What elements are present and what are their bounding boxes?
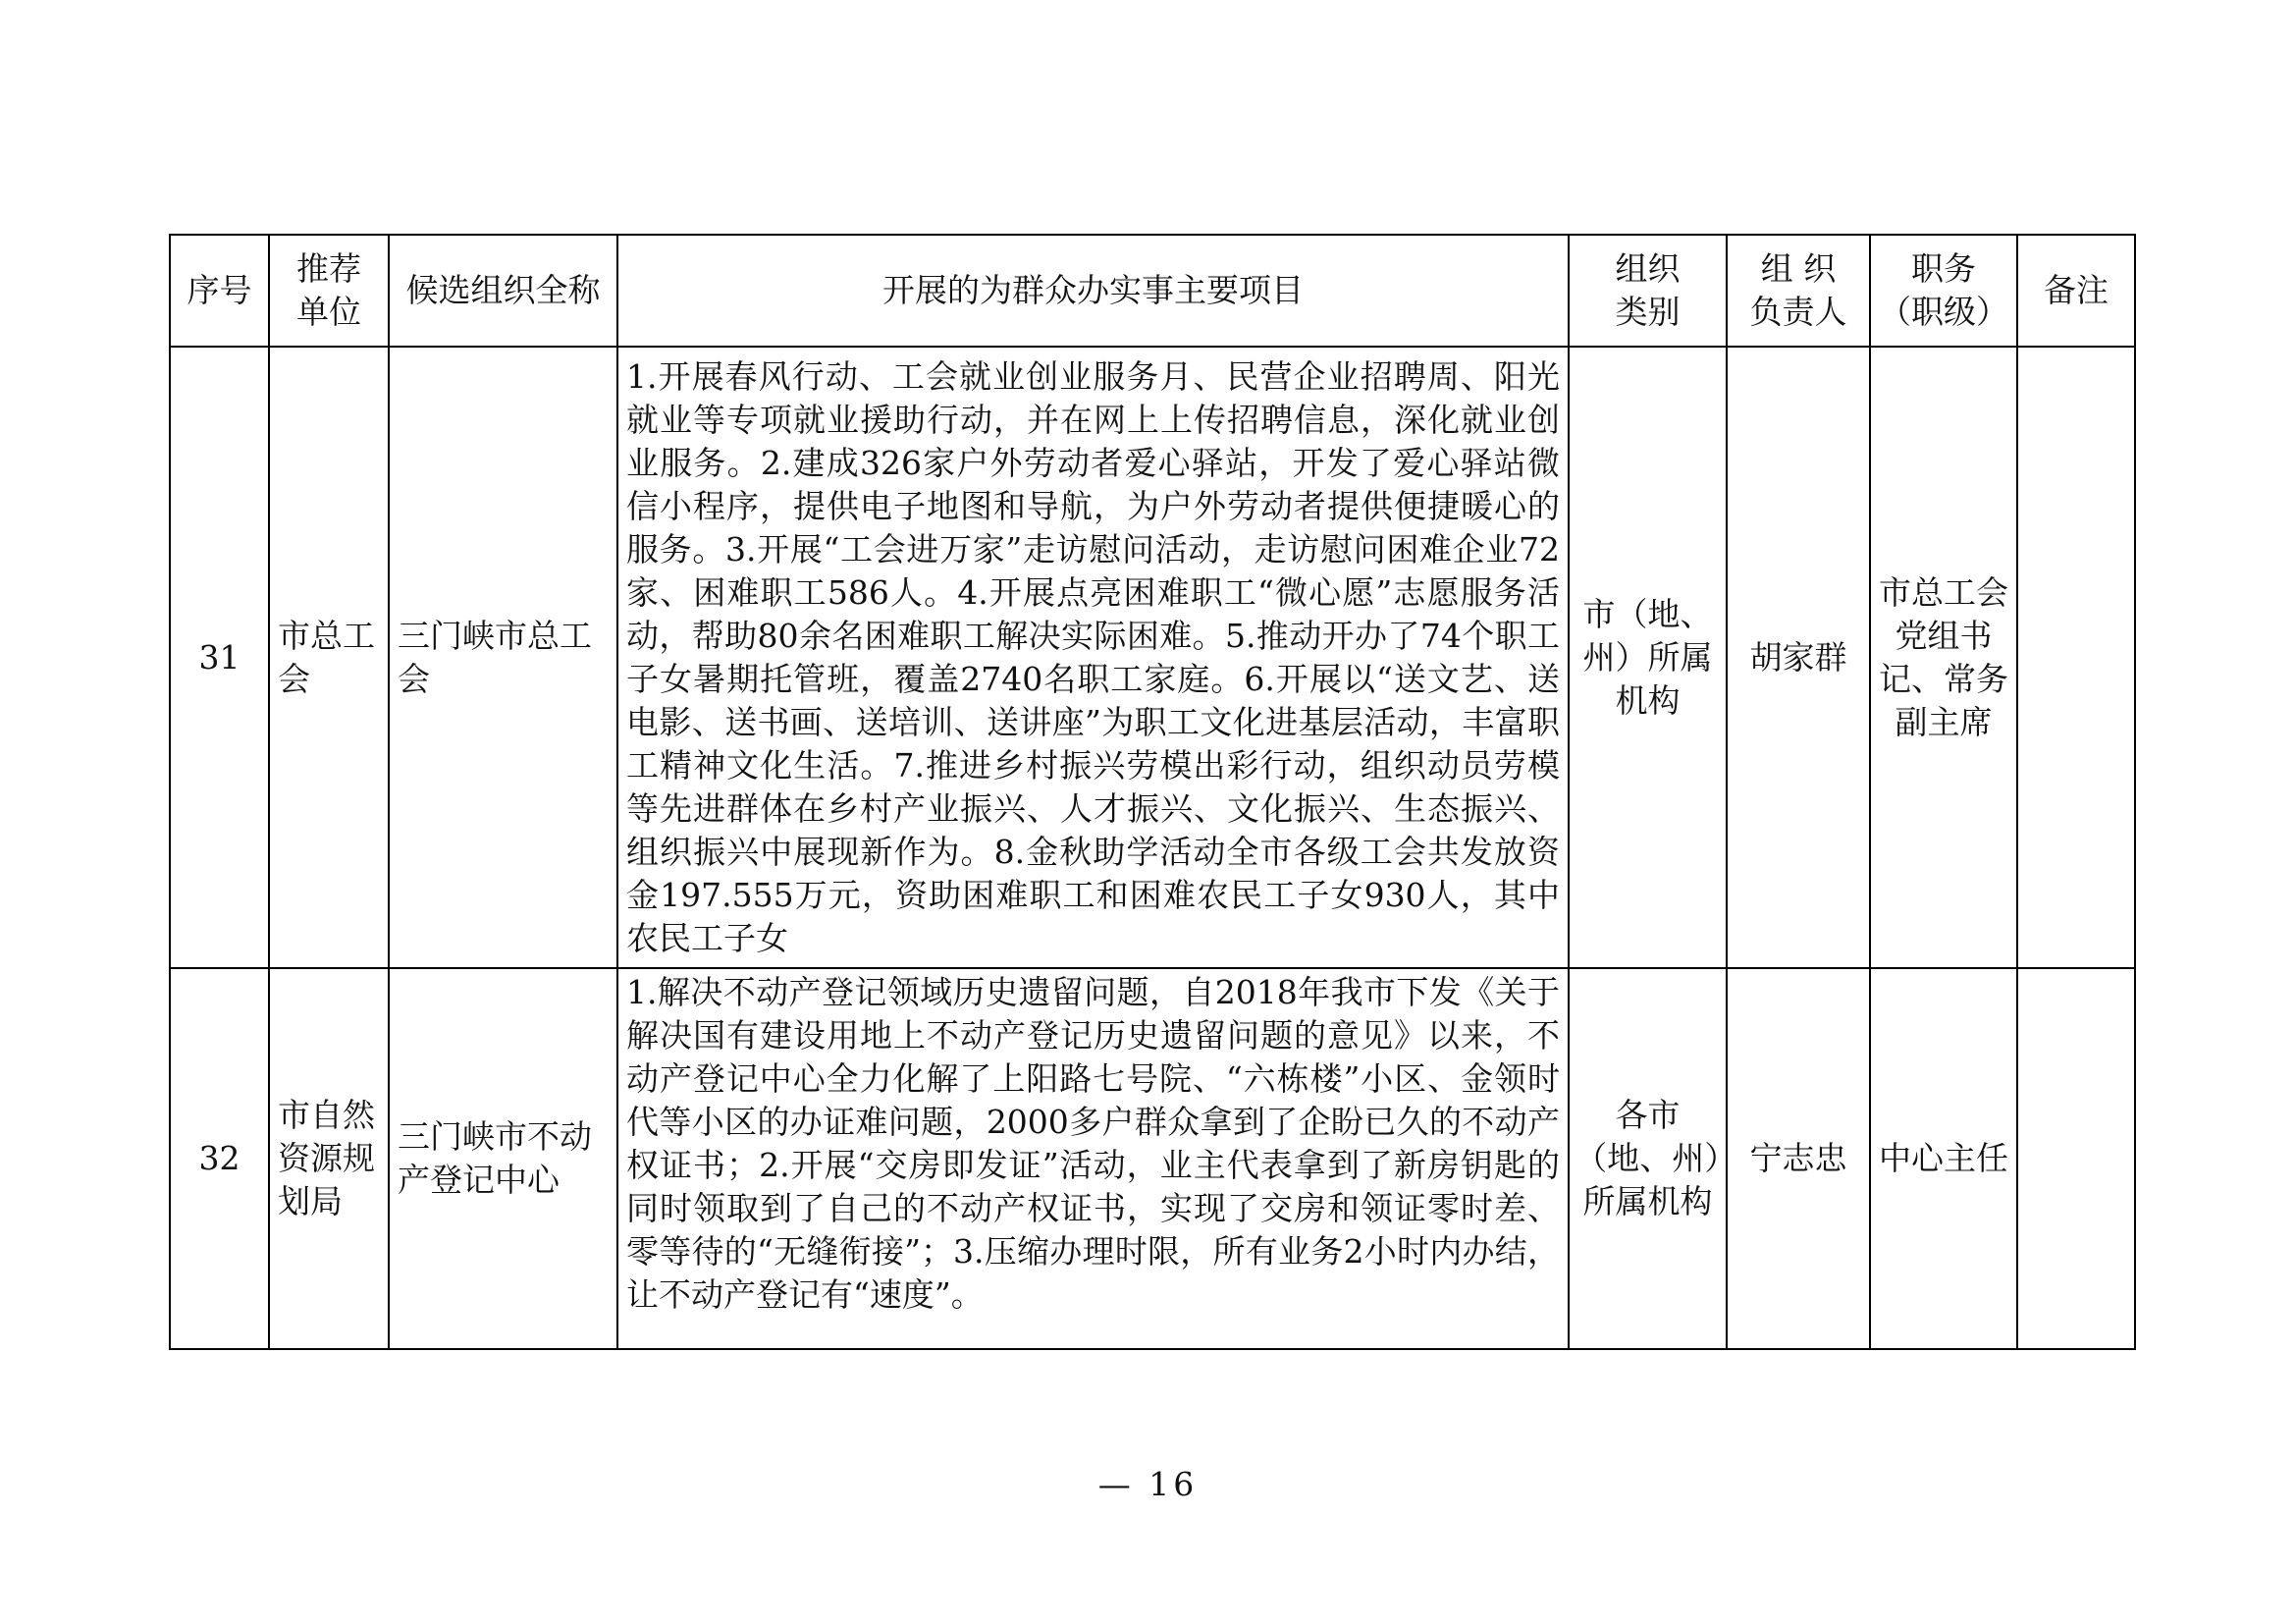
header-note: 备注 bbox=[2017, 235, 2135, 347]
header-projects: 开展的为群众办实事主要项目 bbox=[617, 235, 1569, 347]
nominee-table bbox=[169, 234, 2136, 1350]
cell-org-name: 三门峡市总工会 bbox=[389, 347, 617, 968]
cell-note bbox=[2017, 347, 2135, 968]
table-row bbox=[170, 968, 2135, 1349]
header-org-name: 候选组织全称 bbox=[389, 235, 617, 347]
header-leader: 组 织 负责人 bbox=[1727, 235, 1870, 347]
cell-unit: 市自然资源规划局 bbox=[269, 968, 389, 1349]
cell-org-type: 市（地、州）所属机构 bbox=[1569, 347, 1727, 968]
table-header-row bbox=[170, 235, 2135, 347]
cell-projects bbox=[617, 968, 1569, 1349]
header-org-type: 组织 类别 bbox=[1569, 235, 1727, 347]
projects-text: 1.开展春风行动、工会就业创业服务月、民营企业招聘周、阳光就业等专项就业援助行动，并在网上上传招聘信息，深化就业创业服务。2.建成326家户外劳动者爱心驿站，开发了爱心驿站微信小程序，提供电子地图和导航，为户外劳动者提供便捷暖心的服务。3.开展“工会进万家”走访慰问活动，走访慰问困难企业72家、困难职工586人。4.开展点亮困难职工“微心愿”志愿服务活动，帮助80余名困难职工解决实际困难。5.推动开办了74个职工子女暑期托管班，覆盖2740名职工家庭。6.开展以“送文艺、送电影、送书画、送培训、送讲座”为职工文化进基层活动，丰富职工精神文化生活。7.推进乡村振兴劳模出彩行动，组织动员劳模等先进群体在乡村产业振兴、人才振兴、文化振兴、生态振兴、组织振兴中展现新作为。8.金秋助学活动全市各级工会共发放资金197.555万元，资助困难职工和困难农民工子女930人，其中农民工子女 bbox=[626, 357, 1560, 957]
cell-org-name: 三门峡市不动产登记中心 bbox=[389, 968, 617, 1349]
cell-org-type: 各市（地、州）所属机构 bbox=[1569, 968, 1727, 1349]
cell-post: 市总工会党组书记、常务副主席 bbox=[1870, 347, 2017, 968]
projects-text: 1.解决不动产登记领域历史遗留问题，自2018年我市下发《关于解决国有建设用地上不动产登记历史遗留问题的意见》以来，不动产登记中心全力化解了上阳路七号院、“六栋楼”小区、金领时代等小区的办证难问题，2000多户群众拿到了企盼已久的不动产权证书；2.开展“交房即发证”活动，业主代表拿到了新房钥匙的同时领取到了自己的不动产权证书，实现了交房和领证零时差、零等待的“无缝衔接”；3.压缩办理时限，所有业务2小时内办结，让不动产登记有“速度”。 bbox=[626, 973, 1560, 1314]
header-seq: 序号 bbox=[170, 235, 269, 347]
cell-leader: 宁志忠 bbox=[1727, 968, 1870, 1349]
page-number: — 16 bbox=[1097, 1465, 1199, 1503]
cell-leader: 胡家群 bbox=[1727, 347, 1870, 968]
cell-projects bbox=[617, 347, 1569, 968]
header-unit: 推荐 单位 bbox=[269, 235, 389, 347]
cell-unit: 市总工会 bbox=[269, 347, 389, 968]
table-row bbox=[170, 347, 2135, 968]
cell-post: 中心主任 bbox=[1870, 968, 2017, 1349]
cell-seq: 31 bbox=[170, 347, 269, 968]
header-post: 职务 （职级） bbox=[1870, 235, 2017, 347]
cell-note bbox=[2017, 968, 2135, 1349]
cell-seq: 32 bbox=[170, 968, 269, 1349]
